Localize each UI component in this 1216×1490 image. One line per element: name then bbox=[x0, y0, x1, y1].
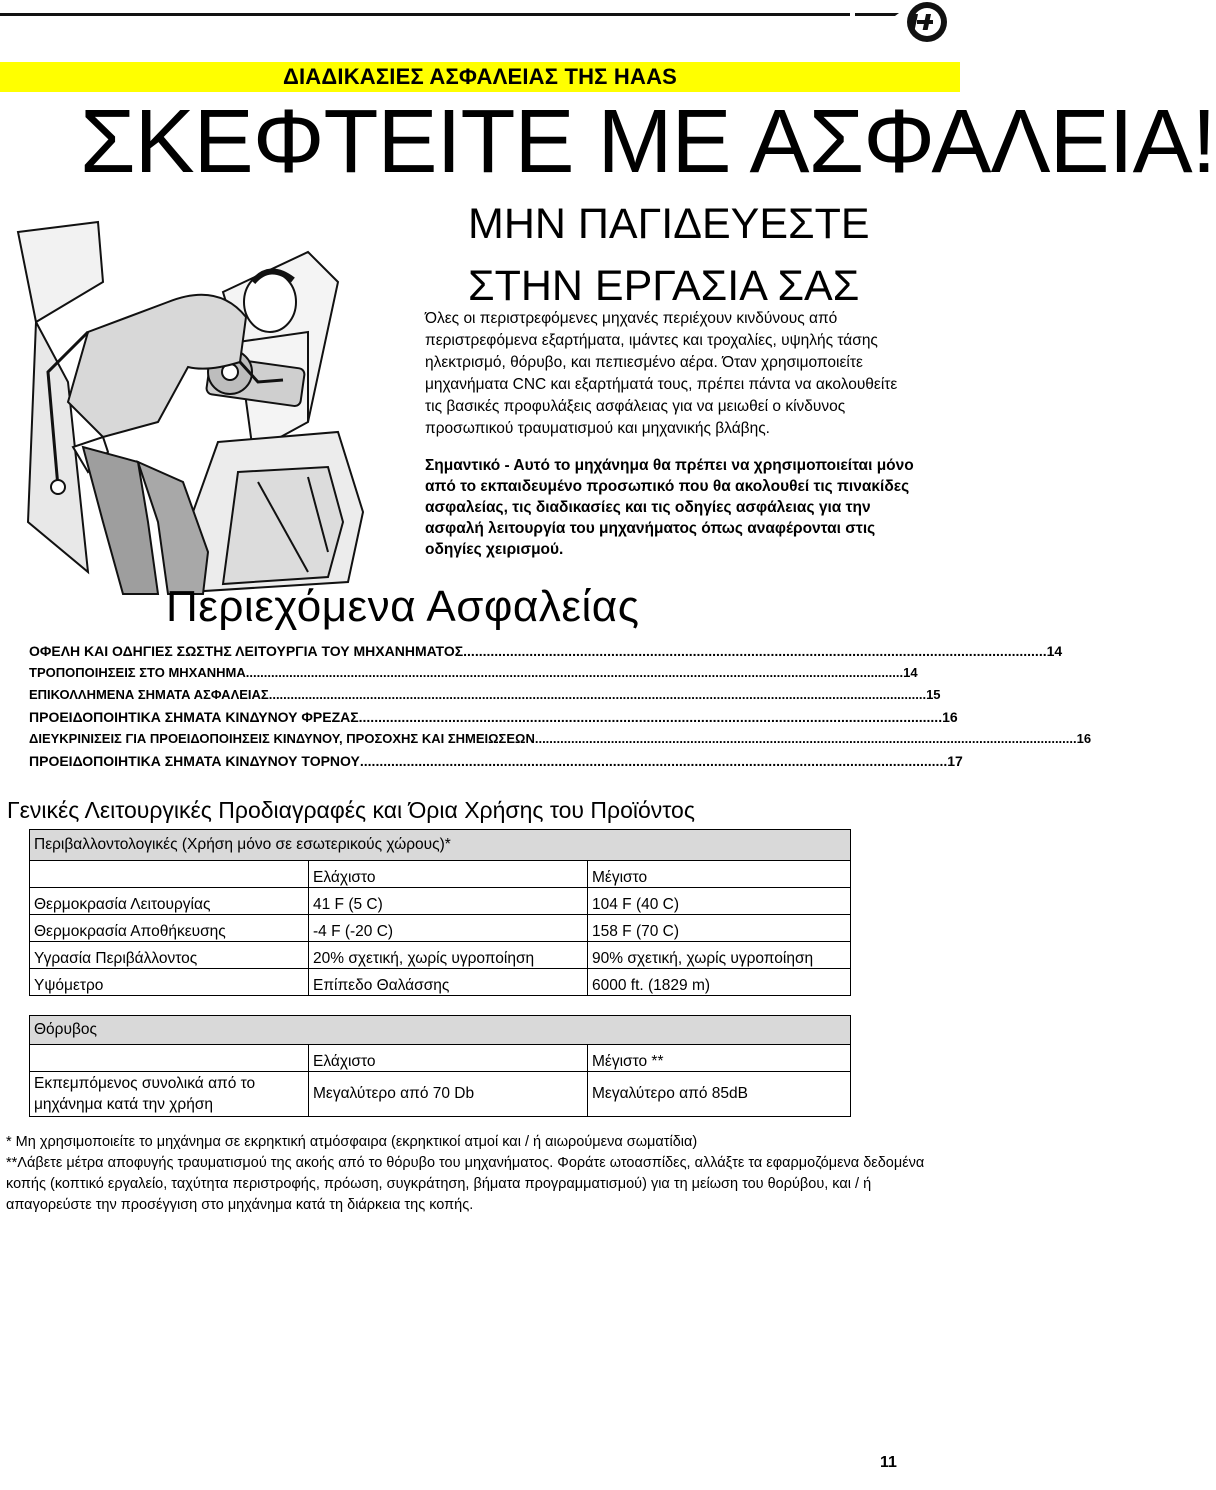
toc-item-label: ΔΙΕΥΚΡΙΝΙΣΕΙΣ ΓΙΑ ΠΡΟΕΙΔΟΠΟΙΗΣΕΙΣ ΚΙΝΔΥΝΟΥ, ΠΡΟΣΟΧΗΣ ΚΑΙ ΣΗΜΕΙΩΣΕΩΝ bbox=[29, 731, 535, 746]
table-cell: 41 F (5 C) bbox=[309, 888, 588, 915]
toc-item-label: ΕΠΙΚΟΛΛΗΜΕΝΑ ΣΗΜΑΤΑ ΑΣΦΑΛΕΙΑΣ bbox=[29, 687, 269, 702]
column-header-max: Μέγιστο ** bbox=[588, 1045, 851, 1072]
banner-title: ΔΙΑΔΙΚΑΣΙΕΣ ΑΣΦΑΛΕΙΑΣ ΤΗΣ HAAS bbox=[282, 64, 678, 89]
toc-leader: ...................................................................................................................................................... bbox=[534, 731, 1077, 746]
toc-item[interactable] bbox=[29, 753, 963, 775]
environment-table-header: Περιβαλλοντολογικές (Χρήση μόνο σε εσωτερικούς χώρους)* bbox=[30, 830, 851, 861]
important-notice: Σημαντικό - Αυτό το μηχάνημα θα πρέπει να χρησιμοποιείται μόνο από το εκπαιδευμένο προσωπικό που θα ακολουθεί τις πινακίδες ασφαλείας, τις διαδικασίες και τις οδηγίες ασφάλειας για την ασφαλή λειτουργία του μηχανήματος όπως αναφέρονται στις οδηγίες χειρισμού. bbox=[425, 457, 914, 558]
toc-item[interactable] bbox=[29, 709, 958, 731]
intro-paragraph: Όλες οι περιστρεφόμενες μηχανές περιέχουν κινδύνους από περιστρεφόμενα εξαρτήματα, ιμάντες και τροχαλίες, υψηλής τάσης ηλεκτρισμό, θόρυβο, και πεπιεσμένο αέρα. Όταν χρησιμοποιείτε μηχανήματα CNC και εξαρτήματά τους, πρέπει πάντα να ακολουθείτε τις βασικές προφυλάξεις ασφάλειας για να μειωθεί ο κίνδυνος προσωπικού τραυματισμού και μηχανικής βλάβης. bbox=[425, 310, 898, 437]
table-cell: Επίπεδο Θαλάσσης bbox=[309, 969, 588, 996]
subtitle-line-2: ΣΤΗΝ ΕΡΓΑΣΙΑ ΣΑΣ bbox=[468, 262, 860, 310]
table-cell: Υψόμετρο bbox=[30, 969, 309, 996]
table-cell: 158 F (70 C) bbox=[588, 915, 851, 942]
table-cell: Υγρασία Περιβάλλοντος bbox=[30, 942, 309, 969]
toc-leader: ...................................................................................................................................................... bbox=[359, 753, 944, 769]
intro-text bbox=[425, 308, 915, 440]
toc-item-page: 16 bbox=[1076, 731, 1092, 746]
toc-item-page: .17 bbox=[943, 753, 963, 769]
toc-leader: ...................................................................................................................................................... bbox=[358, 709, 943, 725]
toc-item-page: 16 bbox=[942, 709, 958, 725]
table-cell: 6000 ft. (1829 m) bbox=[588, 969, 851, 996]
column-header-max: Μέγιστο bbox=[588, 861, 851, 888]
table-cell: -4 F (-20 C) bbox=[309, 915, 588, 942]
table-cell: 20% σχετική, χωρίς υγροποίηση bbox=[309, 942, 588, 969]
table-cell: 104 F (40 C) bbox=[588, 888, 851, 915]
toc-leader: ...................................................................................................................................................... bbox=[463, 643, 1047, 659]
table-row bbox=[30, 969, 851, 996]
toc-title: Περιεχόμενα Ασφαλείας bbox=[166, 582, 640, 631]
table-cell bbox=[30, 861, 309, 888]
toc-item-label: ΤΡΟΠΟΠΟΙΗΣΕΙΣ ΣΤΟ ΜΗΧΑΝΗΜΑ bbox=[29, 665, 246, 680]
toc-list bbox=[29, 643, 1092, 775]
footnotes bbox=[6, 1132, 936, 1216]
machinist-illustration bbox=[8, 222, 426, 594]
specs-title: Γενικές Λειτουργικές Προδιαγραφές και Όρια Χρήσης του Προϊόντος bbox=[7, 797, 695, 823]
toc-item[interactable] bbox=[29, 643, 1063, 665]
top-rule bbox=[0, 13, 850, 16]
footnote-explosive: * Μη χρησιμοποιείτε το μηχάνημα σε εκρηκτική ατμόσφαιρα (εκρηκτικοί ατμοί και / ή αιωρούμενα σωματίδια) bbox=[6, 1134, 698, 1150]
footnote-hearing: **Λάβετε μέτρα αποφυγής τραυματισμού της ακοής από το θόρυβο του μηχανήματος. Φοράτε ωτοασπίδες, αλλάξτε τα εφαρμοζόμενα δεδομένα κοπής (κοπτικό εργαλείο, ταχύτητα περιστροφής, πρόωση, συγκράτηση, βήματα προγραμματισμού) για τη μείωση του θορύβου, και / ή απαγορεύστε την προσέγγιση στο μηχάνημα κατά τη διάρκεια της κοπής. bbox=[6, 1155, 925, 1213]
toc-item-page: 14 bbox=[1046, 643, 1063, 659]
environment-table bbox=[29, 829, 851, 996]
table-cell: Θερμοκρασία Αποθήκευσης bbox=[30, 915, 309, 942]
toc-item-page: 15 bbox=[926, 687, 941, 702]
toc-leader: ...................................................................................................................................................................................... bbox=[268, 687, 927, 702]
toc-item-label: ΠΡΟΕΙΔΟΠΟΙΗΤΙΚΑ ΣΗΜΑΤΑ ΚΙΝΔΥΝΟΥ ΦΡΕΖΑΣ bbox=[29, 709, 359, 725]
toc-leader: ...................................................................................................................................................................................... bbox=[245, 665, 904, 680]
table-cell: Μεγαλύτερο από 70 Db bbox=[309, 1072, 588, 1117]
noise-table bbox=[29, 1015, 851, 1117]
noise-table-header: Θόρυβος bbox=[30, 1016, 851, 1045]
table-cell: Θερμοκρασία Λειτουργίας bbox=[30, 888, 309, 915]
toc-item-page: 14 bbox=[903, 665, 918, 680]
toc-item[interactable] bbox=[29, 665, 918, 687]
table-cell: 90% σχετική, χωρίς υγροποίηση bbox=[588, 942, 851, 969]
table-cell: Εκπεμπόμενος συνολικά από το μηχάνημα κατά την χρήση bbox=[30, 1072, 309, 1117]
table-cell bbox=[30, 1045, 309, 1072]
toc-item[interactable] bbox=[29, 731, 1092, 753]
subtitle-line-1: ΜΗΝ ΠΑΓΙΔΕΥΕΣΤΕ bbox=[468, 200, 870, 248]
table-row bbox=[30, 1072, 851, 1117]
table-row bbox=[30, 888, 851, 915]
toc-item-label: ΟΦΕΛΗ ΚΑΙ ΟΔΗΓΙΕΣ ΣΩΣΤΗΣ ΛΕΙΤΟΥΡΓΙΑ ΤΟΥ ΜΗΧΑΝΗΜΑΤΟΣ bbox=[29, 643, 464, 659]
haas-logo-icon bbox=[855, 0, 955, 44]
column-header-min: Ελάχιστο bbox=[309, 1045, 588, 1072]
toc-item-label: ΠΡΟΕΙΔΟΠΟΙΗΤΙΚΑ ΣΗΜΑΤΑ ΚΙΝΔΥΝΟΥ ΤΟΡΝΟΥ bbox=[29, 753, 360, 769]
toc-item[interactable] bbox=[29, 687, 941, 709]
table-row bbox=[30, 942, 851, 969]
page-title: ΣΚΕΦΤΕΙΤΕ ΜΕ ΑΣΦΑΛΕΙΑ! bbox=[80, 92, 1216, 192]
column-header-min: Ελάχιστο bbox=[309, 861, 588, 888]
table-cell: Μεγαλύτερο από 85dB bbox=[588, 1072, 851, 1117]
page-number: 11 bbox=[880, 1454, 897, 1471]
table-row bbox=[30, 915, 851, 942]
